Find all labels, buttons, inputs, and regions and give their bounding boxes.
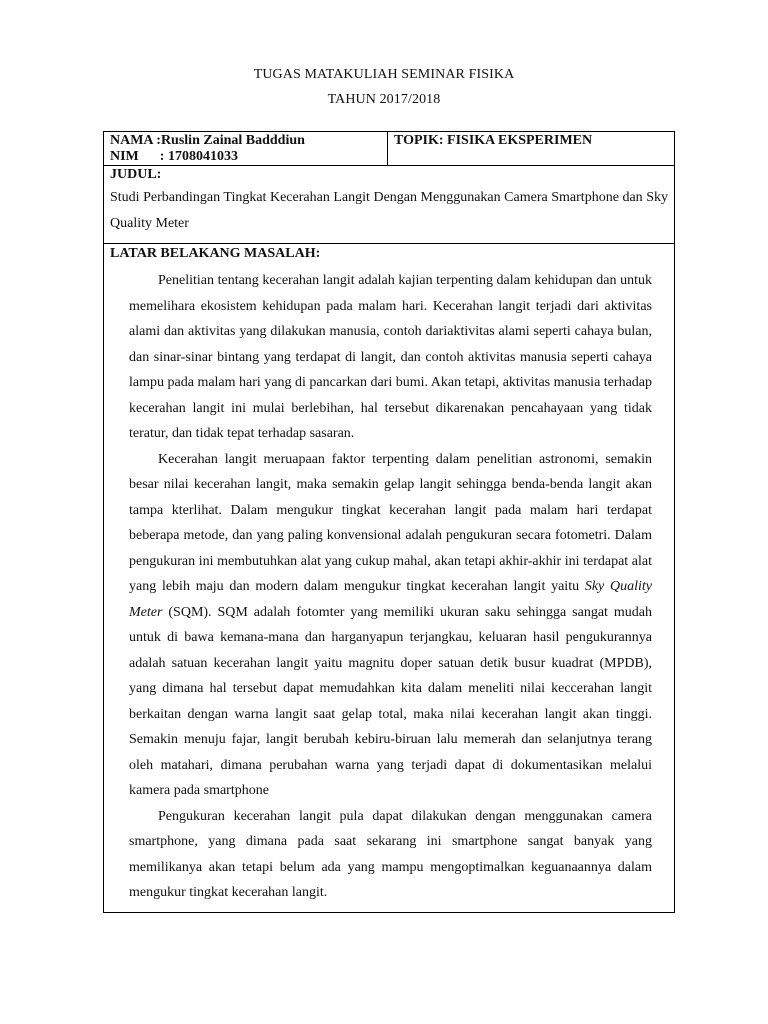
paragraph-1: Penelitian tentang kecerahan langit adalah kajian terpenting dalam kehidupan dan untuk memelihara ekosistem kehidupan pada malam hari. Kecerahan langit terjadi dari aktivitas alami dan aktivitas yang dilakukan manusia, contoh dariaktivitas alami seperti cahaya bulan, dan sinar-sinar bintang yang terdapat di langit, dan contoh aktivitas manusia seperti cahaya lampu pada malam hari yang di pancarkan dari bumi. Akan tetapi, aktivitas manusia terhadap kecerahan langit ini mulai berlebihan, hal tersebut dikarenakan pencahayaan yang tidak teratur, dan tidak tepat terhadap sasaran. [129,273,652,441]
identity-row [104,132,675,166]
topic-cell [388,132,675,166]
latar-row [104,244,675,913]
latar-cell [104,244,675,913]
judul-label: JUDUL: [110,167,162,182]
identity-cell [104,132,388,166]
paragraph-3: Pengukuran kecerahan langit pula dapat dilakukan dengan menggunakan camera smartphone, yang dimana pada saat sekarang ini smartphone sangat banyak yang memilikanya akan tetapi belum ada yang mampu mengoptimalkan keguanaannya dalam mengukur tingkat kecerahan langit. [129,808,652,900]
sqm-term: Sky Quality Meter [129,579,652,620]
judul-row [104,166,675,244]
judul-cell [104,166,675,244]
paragraph-2-text-b: (SQM). SQM adalah fotomter yang memiliki ukuran saku sehingga sangat mudah untuk di bawa kemana-mana dan harganyapun terjangkau, keluaran hasil pengukurannya adalah satuan kecerahan langit yaitu magnitu doper satuan detik busur kuadrat (MPDB), yang dimana hal tersebut dapat memudahkan kita dalam meneliti nilai keccerahan langit berkaitan dengan warna langit saat gelap total, maka nilai kecerahan langit akan tinggi. Semakin menuju fajar, langit berubah kebiru-biruan lalu memerah dan selanjutnya terang oleh matahari, dimana perubahan warna yang terjadi dapat di dokumentasikan melalui kamera pada smartphone [129,604,652,798]
nim-value: : 1708041033 [159,149,238,164]
paragraph-2-text-a: Kecerahan langit meruapaan faktor terpenting dalam penelitian astronomi, semakin besar nilai kecerahan langit, maka semakin gelap langit sehingga benda-benda langit akan tampa kterlihat. Dalam mengukur tingkat kecerahan langit pada malam hari terdapat beberapa metode, dan yang paling konvensional adalah pengukuran secara fotometri. Dalam pengukuran ini membutuhkan alat yang cukup mahal, akan tetapi akhir-akhir ini terdapat alat yang lebih maju dan modern dalam mengukur tingkat kecerahan langit yaitu [129,451,652,594]
topic-text: TOPIK: FISIKA EKSPERIMEN [394,133,593,148]
form-table [103,131,675,913]
nim-line [110,149,387,165]
judul-text: Studi Perbandingan Tingkat Kecerahan Langit Dengan Menggunakan Camera Smartphone dan Sky Quality Meter [110,190,668,231]
nama-value: :Ruslin Zainal Badddiun [156,133,305,148]
latar-label: LATAR BELAKANG MASALAH: [110,246,321,261]
document-year: TAHUN 2017/2018 [327,92,441,107]
nama-label: NAMA [110,133,153,148]
nim-label: NIM [110,149,139,164]
document-title: TUGAS MATAKULIAH SEMINAR FISIKA [253,67,515,82]
paragraph-2 [129,447,652,804]
nama-line [110,133,387,149]
